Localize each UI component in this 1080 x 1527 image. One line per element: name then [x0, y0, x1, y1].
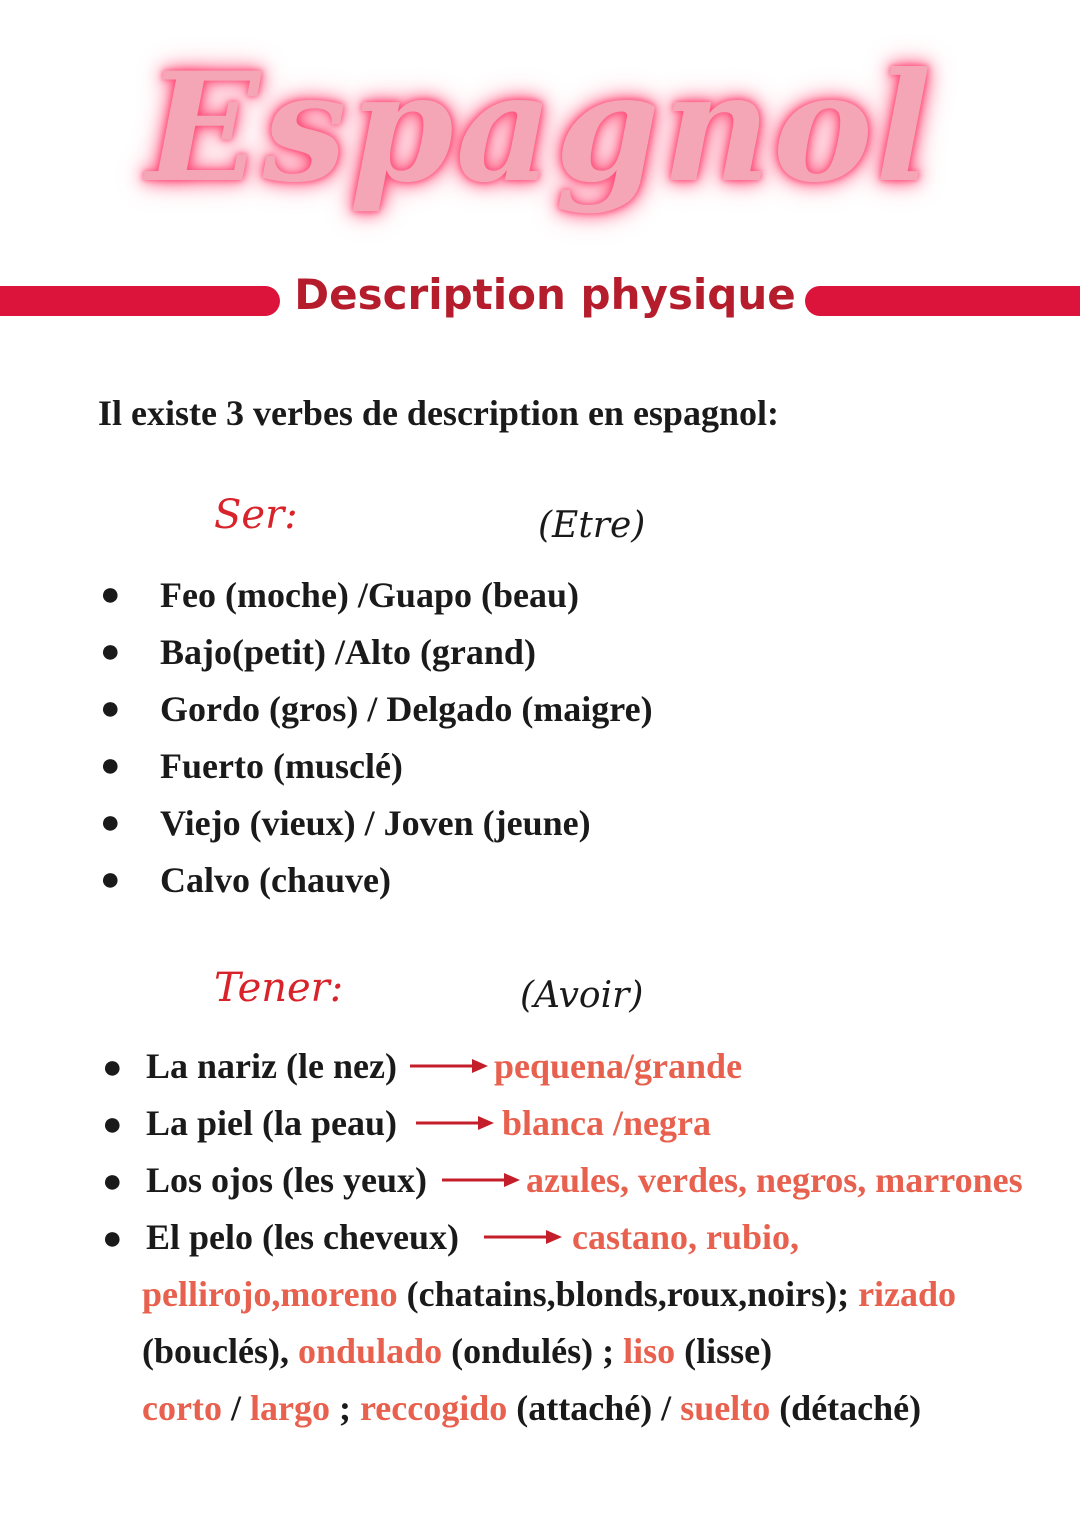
arrow-right-icon: [442, 1170, 522, 1190]
bullet-icon: ●: [102, 1106, 123, 1143]
list-item: ● Viejo (vieux) / Joven (jeune): [98, 799, 653, 856]
bullet-icon: ●: [100, 861, 121, 898]
ser-label: Ser:: [214, 492, 298, 538]
arrow-right-icon: [410, 1056, 490, 1076]
ser-translation: (Etre): [538, 505, 646, 546]
bullet-icon: ●: [100, 576, 121, 613]
right-divider-band: [805, 286, 1080, 316]
bullet-icon: ●: [100, 804, 121, 841]
bullet-icon: ●: [100, 633, 121, 670]
bullet-icon: ●: [102, 1163, 123, 1200]
list-item: ● Calvo (chauve): [98, 856, 653, 913]
list-item: ● Feo (moche) /Guapo (beau): [98, 571, 653, 628]
bullet-icon: ●: [100, 690, 121, 727]
left-divider-band: [0, 286, 280, 316]
intro-text: Il existe 3 verbes de description en espagnol:: [98, 393, 779, 433]
list-item: ● Fuerto (musclé): [98, 742, 653, 799]
bullet-icon: ●: [102, 1049, 123, 1086]
list-item: ● Los ojos (les yeux) azules, verdes, negros, marrones: [98, 1156, 459, 1213]
page-title: Espagnol: [146, 40, 934, 216]
list-item: ● La piel (la peau) blanca /negra: [98, 1099, 459, 1156]
bullet-icon: ●: [100, 747, 121, 784]
hair-detail-line-1: pellirojo,moreno (chatains,blonds,roux,noirs); rizado: [142, 1274, 957, 1314]
tener-translation: (Avoir): [520, 975, 644, 1016]
tener-label: Tener:: [214, 965, 344, 1011]
hair-detail-line-2: (bouclés), ondulado (ondulés) ; liso (lisse): [142, 1331, 773, 1371]
list-item: ● El pelo (les cheveux) castano, rubio,: [98, 1213, 459, 1270]
section-subtitle: Description physique: [294, 270, 796, 319]
arrow-right-icon: [484, 1227, 564, 1247]
hair-detail-line-3: corto / largo ; reccogido (attaché) / suelto (détaché): [142, 1388, 922, 1428]
arrow-right-icon: [416, 1113, 496, 1133]
tener-list: [98, 1042, 1023, 1270]
list-item: ● La nariz (le nez) pequena/grande: [98, 1042, 459, 1099]
list-item: ● Bajo(petit) /Alto (grand): [98, 628, 653, 685]
list-item: ● Gordo (gros) / Delgado (maigre): [98, 685, 653, 742]
ser-list: [98, 571, 653, 913]
bullet-icon: ●: [102, 1220, 123, 1257]
